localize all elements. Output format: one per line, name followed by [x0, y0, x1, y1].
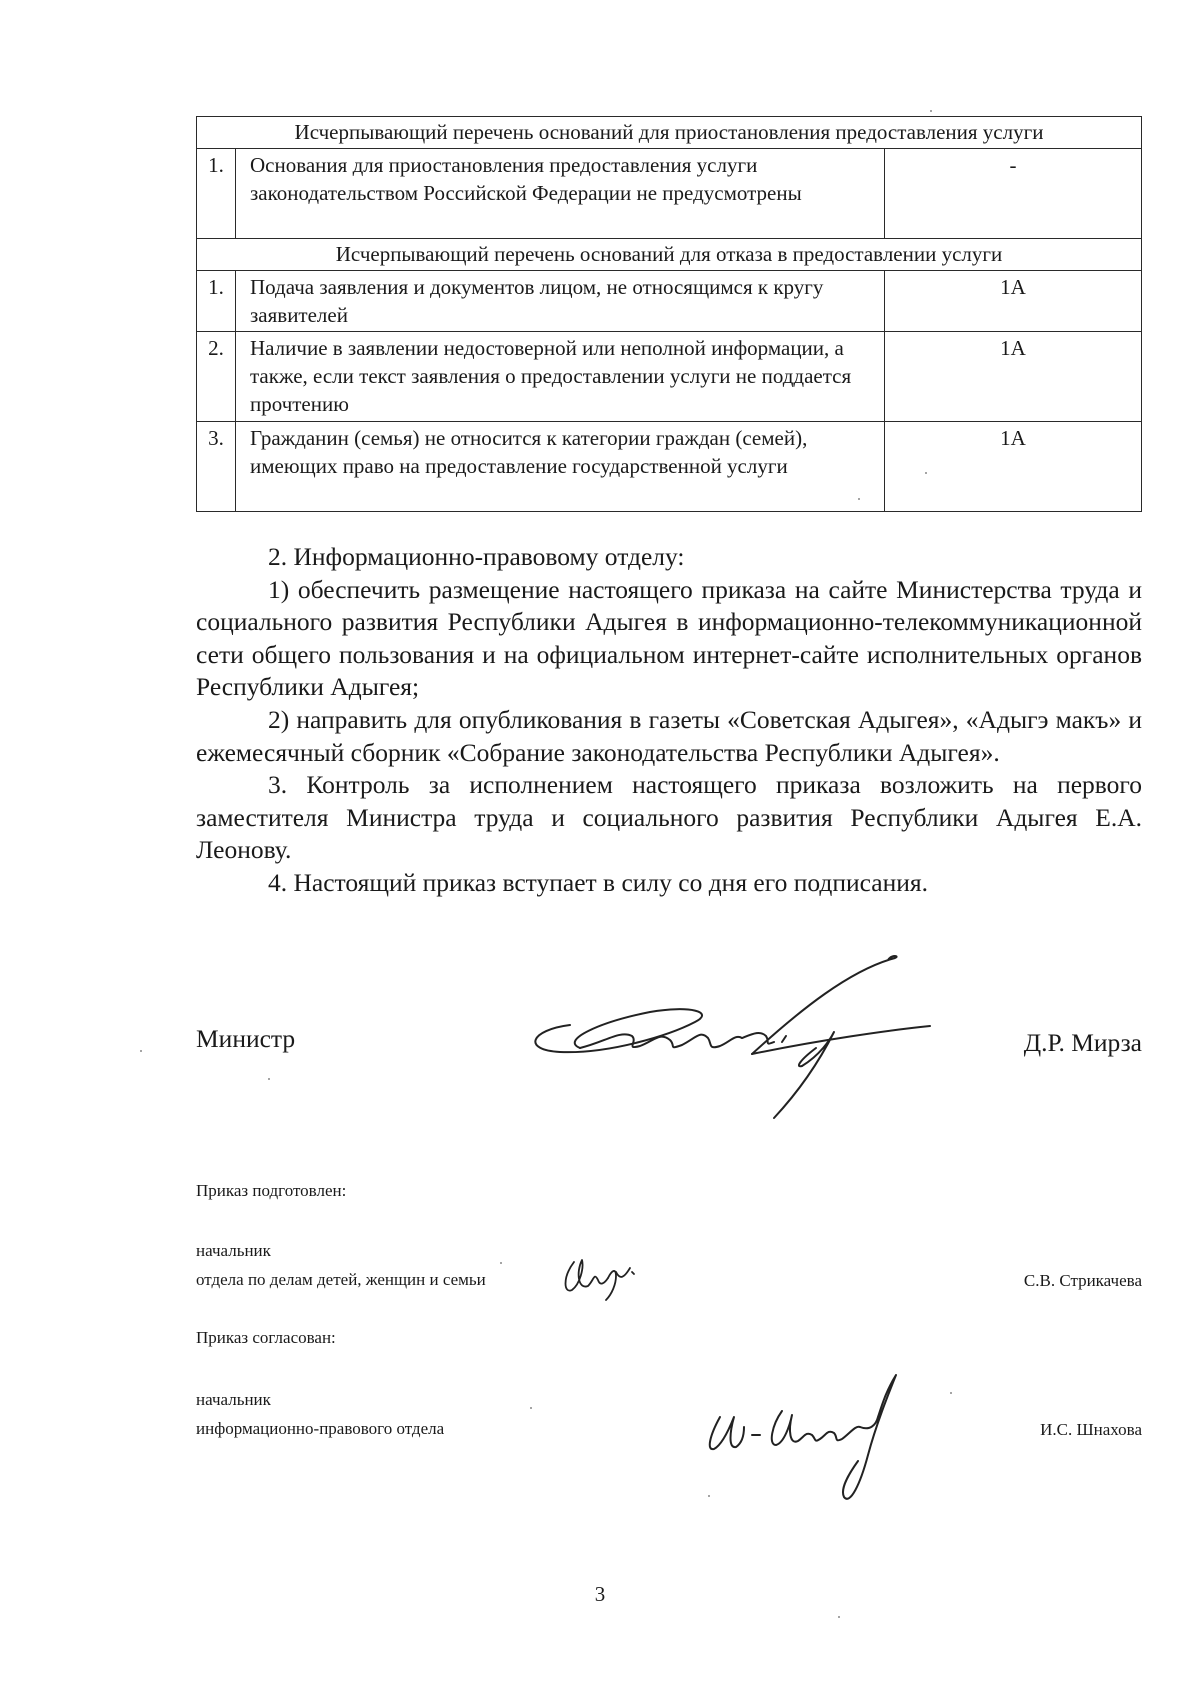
suspension-header: Исчерпывающий перечень оснований для приостановления предоставления услуги: [197, 117, 1142, 149]
row-text: Наличие в заявлении недостоверной или неполной информации, а также, если текст заявления о предоставлении услуги не поддается прочтению: [236, 332, 885, 422]
scan-speck: [838, 1616, 840, 1618]
row-text: Основания для приостановления предоставления услуги законодательством Российской Федерации не предусмотрены: [236, 149, 885, 239]
prepared-position-line1: начальник: [196, 1241, 271, 1260]
scan-speck: [930, 110, 932, 112]
scan-speck: [950, 1392, 952, 1394]
preparer-signature-icon: [560, 1250, 650, 1310]
row-code: -: [885, 149, 1142, 239]
agreed-position-line1: начальник: [196, 1390, 271, 1409]
table-row: [197, 149, 1142, 239]
agreed-position-line2: информационно-правового отдела: [196, 1419, 445, 1438]
scan-speck: [708, 1495, 710, 1497]
preparer-name: С.В. Стрикачева: [1023, 1271, 1142, 1290]
row-text: Гражданин (семья) не относится к категории граждан (семей), имеющих право на предоставление государственной услуги: [236, 422, 885, 512]
grounds-table: [196, 116, 1142, 512]
agreed-label: Приказ согласован:: [196, 1328, 336, 1347]
row-code: 1А: [885, 271, 1142, 332]
table-row: [197, 332, 1142, 422]
row-number: 2.: [197, 332, 236, 422]
signatory-title: Министр: [196, 1024, 296, 1053]
row-text: Подача заявления и документов лицом, не относящимся к кругу заявителей: [236, 271, 885, 332]
paragraph: 1) обеспечить размещение настоящего приказа на сайте Министерства труда и социального развития Республики Адыгея в информационно-телекоммуникационной сети общего пользования и на официальном интернет-сайте исполнительных органов Республики Адыгея;: [196, 574, 1142, 702]
paragraph: 3. Контроль за исполнением настоящего приказа возложить на первого заместителя Министра труда и социального развития Республики Адыгея Е.А. Леонову.: [196, 770, 1142, 865]
table-section-header: [197, 239, 1142, 271]
prepared-label: Приказ подготовлен:: [196, 1181, 347, 1200]
paragraph: 4. Настоящий приказ вступает в силу со дня его подписания.: [268, 867, 928, 897]
row-number: 3.: [197, 422, 236, 512]
scan-speck: [500, 1262, 502, 1264]
scan-speck: [268, 1078, 270, 1080]
order-body: [196, 541, 1142, 900]
signatory-name: Д.Р. Мирза: [1023, 1028, 1142, 1057]
approver-signature-icon: [700, 1365, 940, 1515]
minister-signature-icon: [520, 950, 960, 1120]
prepared-position-line2: отдела по делам детей, женщин и семьи: [196, 1270, 486, 1289]
row-code: 1А: [885, 422, 1142, 512]
approver-name: И.С. Шнахова: [1040, 1420, 1142, 1439]
scan-speck: [925, 472, 927, 474]
paragraph: 2) направить для опубликования в газеты «Советская Адыгея», «Адыгэ макъ» и ежемесячный сборник «Собрание законодательства Республики Адыгея».: [196, 704, 1142, 767]
table-row: [197, 271, 1142, 332]
page-number: 3: [594, 1582, 606, 1606]
scan-speck: [858, 498, 860, 500]
scan-speck: [140, 1050, 142, 1052]
row-code: 1А: [885, 332, 1142, 422]
row-number: 1.: [197, 271, 236, 332]
row-number: 1.: [197, 149, 236, 239]
paragraph: 2. Информационно-правовому отделу:: [268, 542, 685, 571]
table-row: [197, 422, 1142, 512]
refusal-header: Исчерпывающий перечень оснований для отказа в предоставлении услуги: [197, 239, 1142, 271]
scan-speck: [530, 1407, 532, 1409]
table-section-header: [197, 117, 1142, 149]
